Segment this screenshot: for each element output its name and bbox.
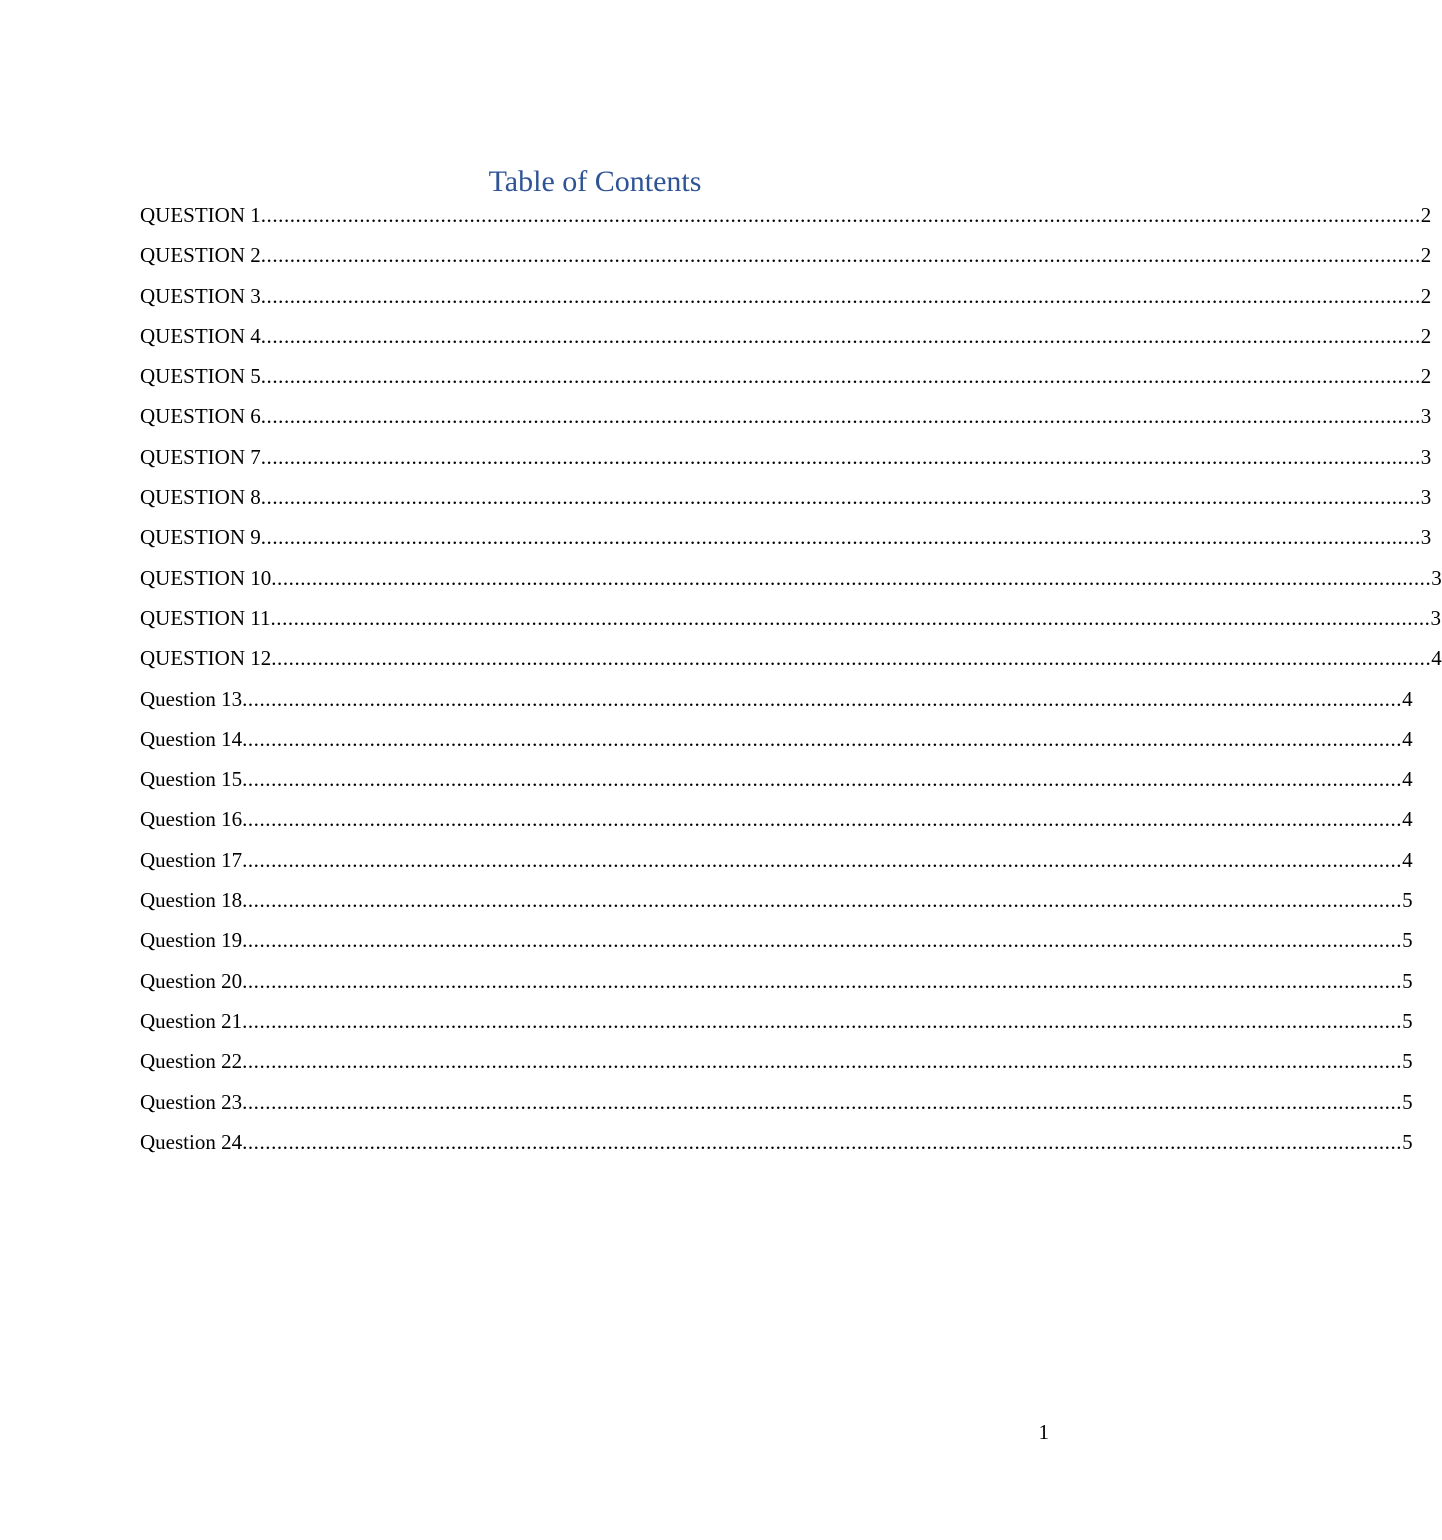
toc-entry[interactable] xyxy=(140,1006,1413,1046)
toc-entry[interactable] xyxy=(140,442,1432,482)
toc-dot-leader: ........................................................................................................................................................................................................ xyxy=(242,1049,1403,1074)
toc-entry-label: QUESTION 1 xyxy=(140,203,261,227)
toc-entry[interactable] xyxy=(140,764,1413,804)
table-of-contents xyxy=(140,200,1442,1167)
toc-dot-leader: ........................................................................................................................................................................................................ xyxy=(242,1008,1403,1033)
toc-entry[interactable] xyxy=(140,240,1432,280)
toc-dot-leader: ........................................................................................................................................................................................................ xyxy=(271,565,1432,590)
toc-entry-page-number: 3 xyxy=(1420,404,1432,429)
toc-entry-label: Question 13 xyxy=(140,686,243,711)
toc-entry-page-number: 5 xyxy=(1402,1008,1413,1033)
toc-entry[interactable] xyxy=(140,563,1442,603)
toc-entry[interactable] xyxy=(140,321,1432,361)
toc-dot-leader: ........................................................................................................................................................................................................ xyxy=(242,1089,1403,1114)
toc-entry-label: QUESTION 7 xyxy=(140,444,261,469)
toc-entry-label: QUESTION 8 xyxy=(140,485,261,510)
toc-entry-page-number: 5 xyxy=(1402,888,1413,913)
toc-entry-page-number: 2 xyxy=(1420,283,1432,308)
toc-dot-leader: ........................................................................................................................................................................................................ xyxy=(242,807,1403,832)
toc-entry-page-number: 2 xyxy=(1420,203,1432,227)
toc-dot-leader: ........................................................................................................................................................................................................ xyxy=(260,485,1421,510)
toc-entry-page-number: 4 xyxy=(1402,807,1413,832)
toc-entry[interactable] xyxy=(140,603,1441,643)
toc-entry[interactable] xyxy=(140,724,1413,764)
toc-entry[interactable] xyxy=(140,482,1432,522)
toc-entry-page-number: 4 xyxy=(1402,686,1413,711)
toc-entry-label: QUESTION 6 xyxy=(140,404,261,429)
toc-entry-page-number: 4 xyxy=(1402,726,1413,751)
toc-entry-label: QUESTION 4 xyxy=(140,323,261,348)
toc-dot-leader: ........................................................................................................................................................................................................ xyxy=(242,847,1403,872)
toc-entry[interactable] xyxy=(140,1087,1413,1127)
toc-dot-leader: ........................................................................................................................................................................................................ xyxy=(260,283,1421,308)
toc-entry-page-number: 5 xyxy=(1402,1089,1413,1114)
toc-entry-page-number: 2 xyxy=(1420,364,1432,389)
toc-entry-label: Question 22 xyxy=(140,1049,243,1074)
toc-entry-page-number: 3 xyxy=(1431,565,1442,590)
toc-entry-page-number: 5 xyxy=(1402,968,1413,993)
toc-dot-leader: ........................................................................................................................................................................................................ xyxy=(242,888,1403,913)
toc-entry-page-number: 3 xyxy=(1420,525,1432,550)
toc-entry[interactable] xyxy=(140,361,1432,401)
toc-entry[interactable] xyxy=(140,1127,1413,1167)
toc-entry[interactable] xyxy=(140,845,1413,885)
toc-dot-leader: ........................................................................................................................................................................................................ xyxy=(260,364,1421,389)
toc-dot-leader: ........................................................................................................................................................................................................ xyxy=(260,404,1421,429)
toc-entry-label: QUESTION 9 xyxy=(140,525,261,550)
toc-entry-label: Question 19 xyxy=(140,928,243,953)
toc-dot-leader: ........................................................................................................................................................................................................ xyxy=(242,1129,1403,1154)
toc-entry-label: QUESTION 12 xyxy=(140,646,272,671)
toc-entry-label: Question 18 xyxy=(140,888,243,913)
toc-entry-page-number: 2 xyxy=(1420,243,1432,268)
toc-entry-label: QUESTION 3 xyxy=(140,283,261,308)
toc-dot-leader: ........................................................................................................................................................................................................ xyxy=(260,243,1421,268)
toc-entry-page-number: 3 xyxy=(1430,605,1441,630)
toc-dot-leader: ........................................................................................................................................................................................................ xyxy=(260,525,1421,550)
toc-dot-leader: ........................................................................................................................................................................................................ xyxy=(271,646,1432,671)
toc-entry-page-number: 4 xyxy=(1431,646,1442,671)
toc-dot-leader: ........................................................................................................................................................................................................ xyxy=(242,968,1403,993)
toc-entry-label: Question 24 xyxy=(140,1129,243,1154)
toc-entry[interactable] xyxy=(140,966,1413,1006)
toc-dot-leader: ........................................................................................................................................................................................................ xyxy=(242,928,1403,953)
toc-entry-label: QUESTION 5 xyxy=(140,364,261,389)
toc-entry-label: Question 21 xyxy=(140,1008,243,1033)
toc-dot-leader: ........................................................................................................................................................................................................ xyxy=(260,323,1421,348)
toc-entry-label: Question 20 xyxy=(140,968,243,993)
toc-entry[interactable] xyxy=(140,200,1432,240)
toc-entry-label: QUESTION 2 xyxy=(140,243,261,268)
toc-entry-page-number: 3 xyxy=(1420,485,1432,510)
toc-entry[interactable] xyxy=(140,1046,1413,1086)
toc-entry-page-number: 3 xyxy=(1420,444,1432,469)
toc-entry[interactable] xyxy=(140,281,1432,321)
toc-dot-leader: ........................................................................................................................................................................................................ xyxy=(270,605,1431,630)
toc-entry[interactable] xyxy=(140,522,1432,562)
toc-entry-label: Question 17 xyxy=(140,847,243,872)
toc-entry-page-number: 4 xyxy=(1402,847,1413,872)
toc-dot-leader: ........................................................................................................................................................................................................ xyxy=(260,444,1421,469)
toc-entry-page-number: 2 xyxy=(1420,323,1432,348)
toc-dot-leader: ........................................................................................................................................................................................................ xyxy=(242,686,1403,711)
toc-dot-leader: ........................................................................................................................................................................................................ xyxy=(242,726,1403,751)
toc-entry-label: Question 14 xyxy=(140,726,243,751)
toc-entry-page-number: 5 xyxy=(1402,1049,1413,1074)
toc-entry-page-number: 4 xyxy=(1402,767,1413,792)
toc-entry-page-number: 5 xyxy=(1402,1129,1413,1154)
toc-dot-leader: ........................................................................................................................................................................................................ xyxy=(260,203,1421,227)
toc-entry-label: Question 23 xyxy=(140,1089,243,1114)
toc-entry[interactable] xyxy=(140,401,1432,441)
toc-entry-label: QUESTION 11 xyxy=(140,605,271,630)
toc-entry[interactable] xyxy=(140,804,1413,844)
toc-entry[interactable] xyxy=(140,925,1413,965)
toc-entry[interactable] xyxy=(140,643,1442,683)
toc-entry[interactable] xyxy=(140,684,1413,724)
page-number: 1 xyxy=(1038,1420,1049,1444)
toc-entry[interactable] xyxy=(140,885,1413,925)
toc-dot-leader: ........................................................................................................................................................................................................ xyxy=(242,767,1403,792)
toc-entry-label: Question 15 xyxy=(140,767,243,792)
toc-entry-page-number: 5 xyxy=(1402,928,1413,953)
toc-title: Table of Contents xyxy=(488,165,702,198)
toc-entry-label: Question 16 xyxy=(140,807,243,832)
toc-entry-label: QUESTION 10 xyxy=(140,565,272,590)
